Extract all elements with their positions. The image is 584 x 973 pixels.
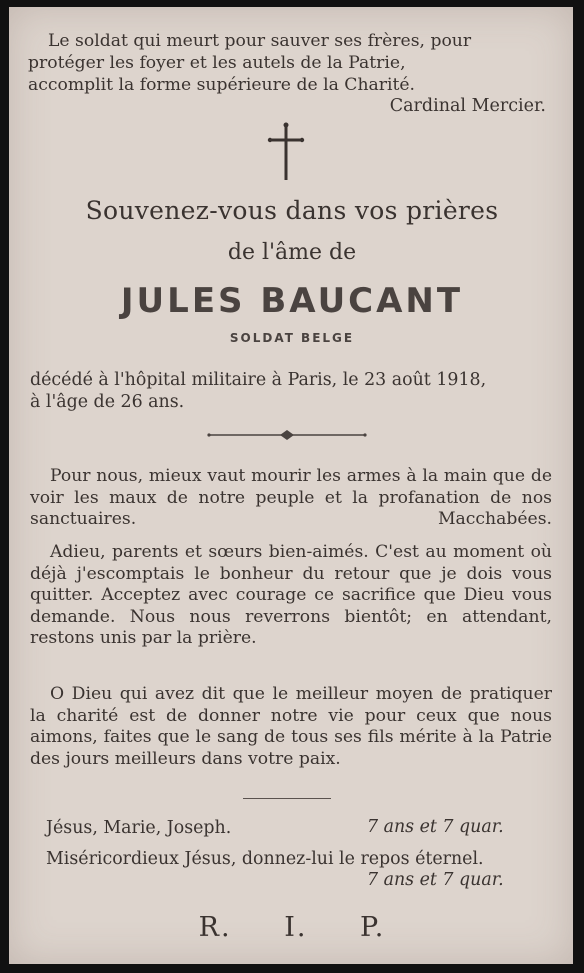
rip-p: P. — [360, 912, 386, 943]
paragraph-prayer: O Dieu qui avez dit que le meilleur moyen de pratiquer la charité est de donner notre vie pour ceux que nous aimons, faites que le sang de tous ses fils mérite à la Patrie des jours meilleurs dans votre paix. — [30, 684, 552, 769]
rip-inscription — [0, 912, 584, 943]
deceased-name: JULES BAUCANT — [120, 281, 464, 321]
death-line-1: décédé à l'hôpital militaire à Paris, le 23 août 1918, — [30, 370, 487, 390]
short-rule — [243, 798, 331, 799]
paragraph-farewell: Adieu, parents et sœurs bien-aimés. C'est au moment où déjà j'escomptais le bonheur du retour que je dois vous quitter. Acceptez avec courage ce sacrifice que Dieu vous demande. Nous nous reverrons bientôt; en attendant, restons unis par la prière. — [30, 542, 552, 649]
prayer-subheading: de l'âme de — [227, 240, 357, 265]
indulgence-2: 7 ans et 7 quar. — [367, 870, 504, 890]
rip-r: R. — [198, 912, 232, 943]
death-line-2: à l'âge de 26 ans. — [30, 392, 185, 412]
indulgence-1: 7 ans et 7 quar. — [367, 817, 504, 837]
quote-line-2: protéger les foyer et les autels de la Patrie, — [28, 53, 406, 73]
deceased-rank: SOLDAT BELGE — [229, 331, 355, 345]
invocation-2: Miséricordieux Jésus, donnez-lui le repos éternel. — [46, 849, 484, 869]
death-statement — [30, 369, 550, 413]
rip-i: I. — [284, 912, 308, 943]
paragraph-1-text: Pour nous, mieux vaut mourir les armes à la main que de voir les maux de notre peuple et la profanation de nos sanctuaires. — [30, 466, 552, 530]
ornamental-divider — [207, 426, 367, 444]
paragraph-macchabees — [30, 466, 552, 531]
paragraph-1-source: Macchabées. — [437, 509, 552, 530]
quote-author: Cardinal Mercier. — [389, 96, 546, 116]
prayer-heading: Souvenez-vous dans vos prières — [85, 196, 499, 225]
invocation-1: Jésus, Marie, Joseph. — [46, 818, 232, 838]
epigraph-quote — [28, 30, 552, 96]
quote-line-1: Le soldat qui meurt pour sauver ses frères, pour — [48, 31, 472, 51]
quote-line-3: accomplit la forme supérieure de la Charité. — [28, 75, 416, 95]
cross-icon — [266, 122, 306, 184]
